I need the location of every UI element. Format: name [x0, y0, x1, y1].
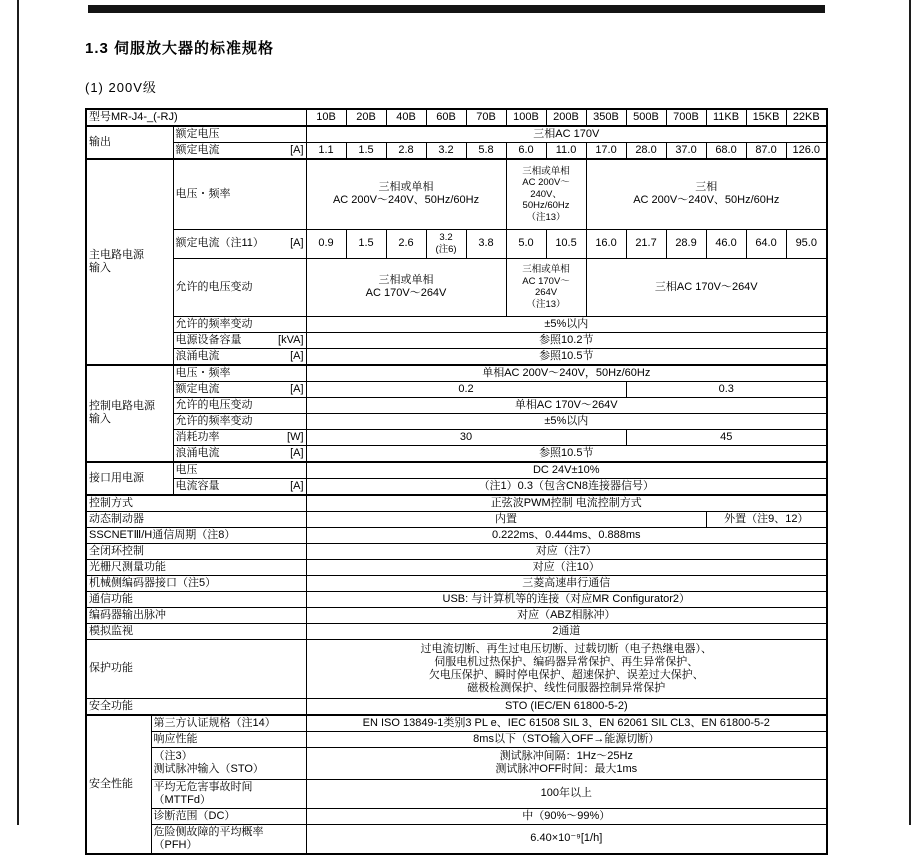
value-cell: 外置（注9、12）: [706, 511, 827, 527]
row-label-cell: 响应性能: [151, 731, 306, 747]
column-header-cell: 350B: [586, 109, 626, 126]
value-cell: 2.8: [386, 143, 426, 160]
value-cell: DC 24V±10%: [306, 462, 827, 479]
table-row: [86, 258, 827, 316]
table-row: [86, 143, 827, 160]
table-row: [86, 824, 827, 854]
value-cell: 0.9: [306, 229, 346, 258]
row-label-cell: 危险侧故障的平均概率 （PFH）: [151, 824, 306, 854]
table-row: [86, 543, 827, 559]
column-header-cell: 100B: [506, 109, 546, 126]
table-row: [86, 511, 827, 527]
row-label-cell: 控制方式: [86, 495, 306, 512]
row-label-cell: 机械侧编码器接口（注5）: [86, 575, 306, 591]
table-row: [86, 623, 827, 639]
table-row: [86, 365, 827, 382]
table-row: [86, 462, 827, 479]
value-cell: USB: 与计算机等的连接（对应MR Configurator2）: [306, 591, 827, 607]
value-cell: 参照10.5节: [306, 348, 827, 365]
column-header-cell: 70B: [466, 109, 506, 126]
table-row: [86, 429, 827, 445]
value-cell: 3.2: [426, 143, 466, 160]
row-label-cell: [A] 额定电流: [173, 143, 306, 160]
value-cell: 5.0: [506, 229, 546, 258]
value-cell: 28.0: [626, 143, 666, 160]
value-cell: EN ISO 13849-1类别3 PL e、IEC 61508 SIL 3、EN 62061 SIL CL3、EN 61800-5-2: [306, 715, 827, 732]
table-row: [86, 397, 827, 413]
table-row: [86, 559, 827, 575]
value-cell: 三相或单相 AC 170V～ 264V （注13）: [506, 258, 586, 316]
document-content: [85, 40, 829, 855]
value-cell: 对应（注7）: [306, 543, 827, 559]
group-label-cell: 控制电路电源 输入: [86, 365, 173, 462]
value-cell: 三相或单相 AC 200V～240V、50Hz/60Hz: [306, 159, 506, 229]
value-cell: 三相AC 170V～264V: [586, 258, 827, 316]
row-label-cell: 允许的频率变动: [173, 413, 306, 429]
column-header-cell: 15KB: [746, 109, 786, 126]
row-label-cell: 电压: [173, 462, 306, 479]
table-row: [86, 332, 827, 348]
value-cell: 6.40×10⁻⁹[1/h]: [306, 824, 827, 854]
value-cell: 16.0: [586, 229, 626, 258]
column-header-cell: 22KB: [786, 109, 827, 126]
column-header-cell: 20B: [346, 109, 386, 126]
value-cell: 87.0: [746, 143, 786, 160]
group-label-cell: 安全性能: [86, 715, 151, 854]
value-cell: 21.7: [626, 229, 666, 258]
value-cell: 三菱高速串行通信: [306, 575, 827, 591]
value-cell: 0.2: [306, 381, 626, 397]
subsection-title: (1) 200V级: [85, 80, 157, 95]
value-cell: 三相AC 170V: [306, 126, 827, 143]
value-cell: 中（90%～99%）: [306, 808, 827, 824]
value-cell: 对应（ABZ相脉冲）: [306, 607, 827, 623]
value-cell: 内置: [306, 511, 706, 527]
row-label-cell: [W] 消耗功率: [173, 429, 306, 445]
table-row: [86, 779, 827, 808]
column-header-cell: 40B: [386, 109, 426, 126]
table-row: [86, 715, 827, 732]
table-row: [86, 109, 827, 126]
table-row: [86, 413, 827, 429]
row-label-cell: 通信功能: [86, 591, 306, 607]
value-cell: 95.0: [786, 229, 827, 258]
row-label-cell: 允许的频率变动: [173, 316, 306, 332]
value-cell: 正弦波PWM控制 电流控制方式: [306, 495, 827, 512]
value-cell: 2.6: [386, 229, 426, 258]
value-cell: 参照10.2节: [306, 332, 827, 348]
table-row: [86, 808, 827, 824]
value-cell: 68.0: [706, 143, 746, 160]
group-label-cell: 主电路电源 输入: [86, 159, 173, 365]
page-right-border: [909, 0, 911, 825]
value-cell: 三相或单相 AC 170V～264V: [306, 258, 506, 316]
value-cell: 100年以上: [306, 779, 827, 808]
table-row: [86, 159, 827, 229]
spec-table-body: [86, 109, 827, 854]
row-label-cell: 电压・频率: [173, 159, 306, 229]
value-cell: 37.0: [666, 143, 706, 160]
value-cell: 3.8: [466, 229, 506, 258]
value-cell: （注1）0.3（包含CN8连接器信号）: [306, 478, 827, 495]
value-cell: 8ms以下（STO输入OFF→能源切断）: [306, 731, 827, 747]
value-cell: 11.0: [546, 143, 586, 160]
value-cell: ±5%以内: [306, 316, 827, 332]
value-cell: 10.5: [546, 229, 586, 258]
table-row: [86, 747, 827, 779]
value-cell: 30: [306, 429, 626, 445]
value-cell: 0.222ms、0.444ms、0.888ms: [306, 527, 827, 543]
table-row: [86, 381, 827, 397]
column-header-cell: 60B: [426, 109, 466, 126]
value-cell: 3.2 (注6): [426, 229, 466, 258]
value-cell: 28.9: [666, 229, 706, 258]
row-label-cell: 安全功能: [86, 698, 306, 715]
value-cell: 64.0: [746, 229, 786, 258]
row-label-cell: 第三方认证规格（注14）: [151, 715, 306, 732]
table-row: [86, 698, 827, 715]
value-cell: 17.0: [586, 143, 626, 160]
column-header-cell: 10B: [306, 109, 346, 126]
row-label-cell: 光栅尺测量功能: [86, 559, 306, 575]
value-cell: 三相或单相 AC 200V～ 240V、 50Hz/60Hz （注13）: [506, 159, 586, 229]
table-row: [86, 527, 827, 543]
table-row: [86, 495, 827, 512]
column-header-cell: 200B: [546, 109, 586, 126]
row-label-cell: [A] 浪涌电流: [173, 445, 306, 462]
row-label-cell: 平均无危害事故时间 （MTTFd）: [151, 779, 306, 808]
row-label-cell: [A] 电流容量: [173, 478, 306, 495]
value-cell: 126.0: [786, 143, 827, 160]
table-corner-cell: 型号MR-J4-_(-RJ): [86, 109, 306, 126]
value-cell: 参照10.5节: [306, 445, 827, 462]
table-row: [86, 445, 827, 462]
table-row: [86, 639, 827, 698]
row-label-cell: 全闭环控制: [86, 543, 306, 559]
value-cell: 1.5: [346, 229, 386, 258]
value-cell: 单相AC 200V～240V，50Hz/60Hz: [306, 365, 827, 382]
row-label-cell: [A] 浪涌电流: [173, 348, 306, 365]
page-top-rule: [88, 5, 825, 13]
row-label-cell: 允许的电压变动: [173, 258, 306, 316]
value-cell: 测试脉冲间隔：1Hz～25Hz 测试脉冲OFF时间：最大1ms: [306, 747, 827, 779]
value-cell: 过电流切断、再生过电压切断、过载切断（电子热继电器）、 伺服电机过热保护、编码器异常保护、再生异常保护、 欠电压保护、瞬时停电保护、超速保护、误差过大保护、 磁极检测保护、线性伺服器控制异常保护: [306, 639, 827, 698]
table-row: [86, 229, 827, 258]
group-label-cell: 输出: [86, 126, 173, 159]
value-cell: 5.8: [466, 143, 506, 160]
page-left-border: [17, 0, 19, 825]
column-header-cell: 700B: [666, 109, 706, 126]
table-row: [86, 316, 827, 332]
row-label-cell: [A] 额定电流: [173, 381, 306, 397]
section-title: 1.3 伺服放大器的标准规格: [85, 40, 275, 57]
row-label-cell: 编码器输出脉冲: [86, 607, 306, 623]
table-row: [86, 591, 827, 607]
column-header-cell: 500B: [626, 109, 666, 126]
table-row: [86, 126, 827, 143]
table-row: [86, 731, 827, 747]
row-label-cell: [A] 额定电流（注11）: [173, 229, 306, 258]
row-label-cell: 动态制动器: [86, 511, 306, 527]
row-label-cell: （注3） 测试脉冲输入（STO）: [151, 747, 306, 779]
table-row: [86, 478, 827, 495]
value-cell: 45: [626, 429, 827, 445]
value-cell: 单相AC 170V～264V: [306, 397, 827, 413]
value-cell: 6.0: [506, 143, 546, 160]
row-label-cell: 允许的电压变动: [173, 397, 306, 413]
row-label-cell: SSCNETⅢ/H通信周期（注8）: [86, 527, 306, 543]
value-cell: 2通道: [306, 623, 827, 639]
table-row: [86, 575, 827, 591]
row-label-cell: 保护功能: [86, 639, 306, 698]
spec-table: [85, 108, 828, 855]
value-cell: 三相 AC 200V～240V、50Hz/60Hz: [586, 159, 827, 229]
value-cell: 1.5: [346, 143, 386, 160]
value-cell: ±5%以内: [306, 413, 827, 429]
table-row: [86, 607, 827, 623]
value-cell: STO (IEC/EN 61800-5-2): [306, 698, 827, 715]
column-header-cell: 11KB: [706, 109, 746, 126]
row-label-cell: 诊断范围（DC）: [151, 808, 306, 824]
row-label-cell: 额定电压: [173, 126, 306, 143]
value-cell: 0.3: [626, 381, 827, 397]
row-label-cell: 模拟监视: [86, 623, 306, 639]
value-cell: 1.1: [306, 143, 346, 160]
table-row: [86, 348, 827, 365]
row-label-cell: [kVA] 电源设备容量: [173, 332, 306, 348]
value-cell: 46.0: [706, 229, 746, 258]
row-label-cell: 电压・频率: [173, 365, 306, 382]
value-cell: 对应（注10）: [306, 559, 827, 575]
group-label-cell: 接口用电源: [86, 462, 173, 495]
